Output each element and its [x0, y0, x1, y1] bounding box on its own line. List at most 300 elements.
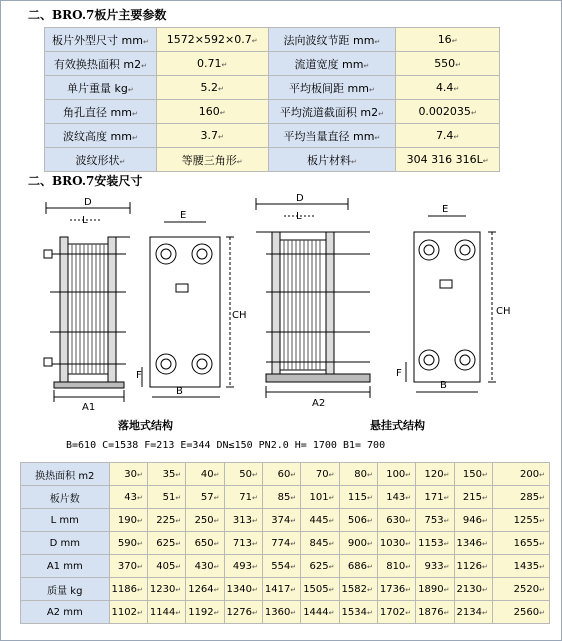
sizes-cell — [186, 555, 224, 578]
installation-drawing — [30, 192, 550, 414]
paragraph-mark-icon: ↵ — [213, 493, 220, 502]
paragraph-mark-icon: ↵ — [251, 539, 258, 548]
sizes-cell-value: 1255 — [513, 514, 540, 526]
paragraph-mark-icon: ↵ — [141, 61, 147, 70]
sizes-cell-value: 506 — [347, 514, 367, 526]
sizes-cell — [224, 578, 262, 601]
spec-value-text: 304 316 316L — [406, 153, 483, 166]
sizes-cell — [109, 578, 147, 601]
sizes-cell — [262, 601, 300, 624]
sizes-cell — [492, 486, 549, 509]
paragraph-mark-icon: ↵ — [378, 109, 384, 118]
sizes-cell-value: 1192 — [188, 606, 214, 618]
sizes-cell — [377, 555, 415, 578]
paragraph-mark-icon: ↵ — [443, 585, 450, 594]
spec-value — [156, 76, 268, 100]
sizes-cell — [416, 532, 454, 555]
label-a2: A2 — [312, 398, 326, 409]
sizes-cell — [262, 578, 300, 601]
sizes-cell-value: 30 — [124, 468, 137, 480]
sizes-cell — [454, 486, 492, 509]
paragraph-mark-icon: ↵ — [405, 539, 412, 548]
sizes-cell — [492, 601, 549, 624]
paragraph-mark-icon: ↵ — [443, 608, 450, 617]
spec-value-text: 550 — [434, 57, 456, 70]
sizes-cell-value: 80 — [354, 468, 367, 480]
paragraph-mark-icon: ↵ — [251, 562, 258, 571]
sizes-row — [21, 509, 550, 532]
sizes-cell — [301, 578, 339, 601]
paragraph-mark-icon: ↵ — [374, 37, 381, 46]
sizes-cell-value: 313 — [232, 514, 252, 526]
sizes-cell — [109, 532, 147, 555]
spec-label-text: 单片重量 kg — [67, 81, 128, 95]
paragraph-mark-icon: ↵ — [539, 608, 545, 617]
sizes-row-label: 质量 — [47, 585, 68, 597]
spec-label — [45, 52, 157, 76]
label-a1: A1 — [82, 402, 96, 413]
spec-label — [268, 100, 396, 124]
spec-label-text: 法向波纹节距 mm — [283, 33, 375, 47]
sizes-cell — [339, 532, 377, 555]
sizes-cell — [339, 601, 377, 624]
paragraph-mark-icon: ↵ — [443, 493, 450, 502]
paragraph-mark-icon: ↵ — [251, 585, 258, 594]
sizes-cell-value: 285 — [520, 491, 540, 503]
paragraph-mark-icon: ↵ — [175, 516, 182, 525]
paragraph-mark-icon: ↵ — [137, 493, 143, 502]
sizes-cell — [416, 463, 454, 486]
hanging-type-front-view — [406, 216, 496, 392]
paragraph-mark-icon: ↵ — [539, 585, 545, 594]
sizes-row-unit: kg — [70, 585, 83, 597]
sizes-cell — [147, 601, 185, 624]
spec-label-text: 平均当量直径 mm — [283, 129, 375, 143]
sizes-cell — [186, 578, 224, 601]
spec-value-text: 5.2 — [200, 81, 218, 94]
label-f-right: F — [396, 368, 402, 379]
spec-value — [156, 28, 268, 52]
sizes-cell — [377, 532, 415, 555]
paragraph-mark-icon: ↵ — [405, 470, 412, 479]
sizes-row-header — [21, 601, 110, 624]
sizes-cell — [224, 601, 262, 624]
paragraph-mark-icon: ↵ — [221, 61, 228, 69]
paragraph-mark-icon: ↵ — [137, 608, 143, 617]
floor-type-side-view — [44, 202, 130, 402]
sizes-cell — [224, 509, 262, 532]
paragraph-mark-icon: ↵ — [539, 562, 545, 571]
paragraph-mark-icon: ↵ — [328, 470, 335, 479]
sizes-cell-value: 1153 — [418, 537, 444, 549]
spec-value — [396, 100, 500, 124]
sizes-cell — [454, 578, 492, 601]
specs-row — [45, 52, 500, 76]
paragraph-mark-icon: ↵ — [443, 562, 450, 571]
sizes-cell-value: 845 — [309, 537, 329, 549]
spec-value-text: 3.7 — [200, 129, 218, 142]
paragraph-mark-icon: ↵ — [119, 157, 126, 166]
sizes-cell-value: 171 — [424, 491, 444, 503]
paragraph-mark-icon: ↵ — [290, 470, 297, 479]
sizes-cell — [224, 532, 262, 555]
sizes-cell — [339, 463, 377, 486]
spec-label — [268, 28, 396, 52]
paragraph-mark-icon: ↵ — [481, 539, 488, 548]
spec-value — [156, 124, 268, 148]
sizes-cell — [454, 509, 492, 532]
sizes-cell-value: 946 — [462, 514, 482, 526]
paragraph-mark-icon: ↵ — [328, 562, 335, 571]
sizes-row — [21, 463, 550, 486]
spec-value-text: 7.4 — [435, 129, 454, 142]
paragraph-mark-icon: ↵ — [131, 133, 138, 142]
specs-row — [45, 76, 500, 100]
paragraph-mark-icon: ↵ — [366, 470, 373, 479]
sizes-cell-value: 1655 — [513, 537, 540, 549]
paragraph-mark-icon: ↵ — [328, 585, 335, 594]
paragraph-mark-icon: ↵ — [213, 562, 220, 571]
sizes-cell — [147, 555, 185, 578]
sizes-cell — [109, 486, 147, 509]
sizes-cell-value: 1360 — [264, 606, 291, 618]
sizes-cell-value: 370 — [117, 560, 137, 572]
sizes-table — [20, 462, 550, 624]
paragraph-mark-icon: ↵ — [219, 109, 226, 117]
spec-value-text: 0.71 — [197, 57, 222, 70]
sizes-cell-value: 1534 — [341, 606, 367, 618]
sizes-cell — [454, 601, 492, 624]
paragraph-mark-icon: ↵ — [443, 516, 450, 525]
sizes-cell — [454, 463, 492, 486]
sizes-cell-value: 625 — [309, 560, 329, 572]
spec-value — [156, 148, 268, 172]
label-l-right: L — [296, 211, 302, 222]
sizes-cell — [492, 578, 549, 601]
paragraph-mark-icon: ↵ — [175, 562, 182, 571]
spec-value-text: 0.002035 — [418, 105, 471, 118]
paragraph-mark-icon: ↵ — [363, 61, 370, 70]
sizes-row-header — [21, 555, 110, 578]
sizes-cell — [262, 532, 300, 555]
sizes-cell — [147, 509, 185, 532]
paragraph-mark-icon: ↵ — [175, 585, 182, 594]
sizes-cell-value: 71 — [239, 491, 252, 503]
paragraph-mark-icon: ↵ — [366, 608, 373, 617]
sizes-cell-value: 225 — [156, 514, 176, 526]
specs-row — [45, 100, 500, 124]
sizes-cell — [109, 601, 147, 624]
specs-table — [44, 27, 500, 172]
sizes-cell-value: 2520 — [513, 583, 540, 595]
sizes-cell — [301, 486, 339, 509]
sizes-cell — [301, 532, 339, 555]
sizes-cell — [416, 486, 454, 509]
sizes-row-label: A2 — [46, 606, 61, 618]
sizes-cell-value: 900 — [347, 537, 367, 549]
sizes-cell-value: 100 — [386, 468, 406, 480]
sizes-cell — [377, 601, 415, 624]
sizes-cell-value: 625 — [156, 537, 176, 549]
sizes-cell — [377, 578, 415, 601]
paragraph-mark-icon: ↵ — [328, 608, 335, 617]
paragraph-mark-icon: ↵ — [175, 493, 182, 502]
paragraph-mark-icon: ↵ — [137, 516, 143, 525]
spec-value-text: 16 — [437, 33, 452, 46]
sizes-cell-value: 70 — [315, 468, 329, 480]
paragraph-mark-icon: ↵ — [251, 37, 258, 45]
caption-floor-type: 落地式结构 — [118, 419, 173, 432]
sizes-cell — [377, 463, 415, 486]
paragraph-mark-icon: ↵ — [328, 516, 335, 525]
sizes-row-header — [21, 578, 110, 601]
paragraph-mark-icon: ↵ — [366, 585, 373, 594]
paragraph-mark-icon: ↵ — [470, 109, 477, 117]
sizes-cell-value: 933 — [424, 560, 444, 572]
paragraph-mark-icon: ↵ — [213, 608, 220, 617]
section2-title: 二、BRO.7安装尺寸 — [28, 174, 143, 188]
spec-value — [396, 76, 500, 100]
spec-label-text: 平均流道截面积 m2 — [279, 105, 379, 119]
paragraph-mark-icon: ↵ — [218, 133, 224, 141]
paragraph-mark-icon: ↵ — [482, 157, 489, 165]
sizes-cell-value: 1126 — [456, 560, 482, 572]
sizes-row-header — [21, 509, 110, 532]
sizes-cell-value: 753 — [424, 514, 444, 526]
paragraph-mark-icon: ↵ — [374, 133, 381, 142]
paragraph-mark-icon: ↵ — [366, 493, 373, 502]
caption-hanging-type: 悬挂式结构 — [370, 419, 425, 432]
sizes-cell — [262, 463, 300, 486]
sizes-cell-value: 810 — [386, 560, 406, 572]
spec-value — [396, 148, 500, 172]
paragraph-mark-icon: ↵ — [368, 85, 375, 94]
sizes-row-header — [21, 532, 110, 555]
spec-value — [396, 124, 500, 148]
spec-value-text: 1572×592×0.7 — [166, 33, 252, 46]
paragraph-mark-icon: ↵ — [328, 539, 335, 548]
sizes-cell-value: 686 — [347, 560, 367, 572]
sizes-cell-value: 150 — [462, 468, 482, 480]
spec-label-text: 有效换热面积 m2 — [53, 57, 142, 71]
sizes-cell — [224, 555, 262, 578]
paragraph-mark-icon: ↵ — [213, 470, 220, 479]
paragraph-mark-icon: ↵ — [405, 562, 412, 571]
sizes-cell — [339, 509, 377, 532]
sizes-cell — [301, 555, 339, 578]
label-ch-right: CH — [496, 306, 511, 317]
sizes-cell-value: 51 — [162, 491, 176, 503]
sizes-cell-value: 1505 — [303, 583, 329, 595]
sizes-cell — [492, 463, 549, 486]
spec-value-text: 等腰三角形 — [181, 153, 237, 167]
sizes-row-unit: mm — [59, 514, 79, 526]
sizes-row-unit: mm — [63, 606, 83, 618]
sizes-cell-value: 430 — [194, 560, 214, 572]
sizes-cell — [262, 486, 300, 509]
paragraph-mark-icon: ↵ — [290, 539, 297, 548]
sizes-cell-value: 1702 — [379, 606, 406, 618]
sizes-cell — [186, 532, 224, 555]
sizes-cell — [262, 509, 300, 532]
paragraph-mark-icon: ↵ — [451, 37, 458, 45]
spec-label — [268, 148, 396, 172]
sizes-cell-value: 1890 — [418, 583, 444, 595]
spec-label-text: 波纹高度 mm — [63, 129, 132, 143]
sizes-cell-value: 200 — [520, 468, 540, 480]
sizes-cell-value: 115 — [347, 491, 367, 503]
sizes-cell — [147, 463, 185, 486]
spec-label — [45, 148, 157, 172]
sizes-cell — [147, 578, 185, 601]
paragraph-mark-icon: ↵ — [443, 470, 450, 479]
sizes-row-label: L — [50, 514, 57, 526]
sizes-cell-value: 190 — [117, 514, 137, 526]
paragraph-mark-icon: ↵ — [290, 585, 297, 594]
paragraph-mark-icon: ↵ — [127, 85, 134, 94]
paragraph-mark-icon: ↵ — [481, 585, 488, 594]
spec-label — [268, 124, 396, 148]
sizes-cell — [109, 555, 147, 578]
spec-label — [45, 76, 157, 100]
paragraph-mark-icon: ↵ — [539, 470, 545, 479]
sizes-cell-value: 1417 — [264, 583, 291, 595]
paragraph-mark-icon: ↵ — [290, 516, 297, 525]
sizes-cell — [492, 555, 549, 578]
sizes-cell — [339, 486, 377, 509]
sizes-cell-value: 40 — [200, 468, 214, 480]
sizes-cell — [377, 486, 415, 509]
paragraph-mark-icon: ↵ — [328, 493, 335, 502]
sizes-cell — [186, 601, 224, 624]
sizes-cell-value: 250 — [194, 514, 214, 526]
sizes-cell — [262, 555, 300, 578]
sizes-cell-value: 43 — [124, 491, 137, 503]
label-e-right: E — [442, 204, 449, 215]
sizes-cell-value: 101 — [309, 491, 329, 503]
paragraph-mark-icon: ↵ — [137, 585, 143, 594]
sizes-cell-value: 774 — [271, 537, 291, 549]
spec-value — [156, 52, 268, 76]
floor-type-front-view — [142, 222, 234, 397]
sizes-cell — [454, 532, 492, 555]
paragraph-mark-icon: ↵ — [251, 493, 258, 502]
sizes-cell — [147, 532, 185, 555]
sizes-row-header — [21, 486, 110, 509]
paragraph-mark-icon: ↵ — [251, 470, 258, 479]
paragraph-mark-icon: ↵ — [443, 539, 450, 548]
sizes-cell-value: 120 — [424, 468, 444, 480]
paragraph-mark-icon: ↵ — [481, 562, 488, 571]
sizes-cell — [416, 601, 454, 624]
spec-label — [45, 100, 157, 124]
sizes-cell-value: 374 — [271, 514, 291, 526]
label-e: E — [180, 210, 187, 221]
sizes-cell — [492, 532, 549, 555]
spec-value — [396, 52, 500, 76]
sizes-cell-value: 1340 — [226, 583, 252, 595]
sizes-cell-value: 650 — [194, 537, 214, 549]
sizes-row — [21, 601, 550, 624]
sizes-row-label: D — [49, 537, 58, 549]
sizes-cell — [186, 486, 224, 509]
sizes-cell — [109, 463, 147, 486]
sizes-cell — [492, 509, 549, 532]
sizes-row — [21, 555, 550, 578]
sizes-cell — [339, 555, 377, 578]
specs-row — [45, 148, 500, 172]
sizes-cell-value: 1030 — [379, 537, 406, 549]
sizes-cell-value: 50 — [239, 468, 252, 480]
paragraph-mark-icon: ↵ — [137, 562, 143, 571]
sizes-cell-value: 2130 — [456, 583, 482, 595]
paragraph-mark-icon: ↵ — [213, 585, 220, 594]
sizes-cell — [416, 555, 454, 578]
label-l: L — [82, 215, 88, 226]
paragraph-mark-icon: ↵ — [131, 109, 138, 118]
sizes-cell-value: 590 — [117, 537, 137, 549]
sizes-cell-value: 2560 — [513, 606, 540, 618]
spec-label-text: 板片外型尺寸 mm — [52, 33, 143, 47]
sizes-cell-value: 1444 — [303, 606, 329, 618]
spec-label-text: 板片材料 — [306, 153, 351, 167]
sizes-cell-value: 1435 — [513, 560, 540, 572]
spec-value — [156, 100, 268, 124]
sizes-cell-value: 493 — [232, 560, 252, 572]
sizes-cell-value: 1264 — [188, 583, 214, 595]
sizes-cell-value: 1144 — [149, 606, 176, 618]
spec-label-text: 流道宽度 mm — [294, 57, 364, 71]
paragraph-mark-icon: ↵ — [539, 493, 545, 502]
sizes-cell-value: 713 — [232, 537, 252, 549]
paragraph-mark-icon: ↵ — [251, 516, 258, 525]
sizes-cell — [186, 509, 224, 532]
paragraph-mark-icon: ↵ — [142, 37, 149, 46]
paragraph-mark-icon: ↵ — [405, 585, 412, 594]
sizes-cell-value: 1876 — [418, 606, 444, 618]
sizes-cell-value: 630 — [386, 514, 406, 526]
paragraph-mark-icon: ↵ — [405, 608, 412, 617]
sizes-row-label: A1 — [46, 560, 61, 572]
sizes-row-label: 板片数 — [49, 493, 80, 505]
sizes-row-unit: m2 — [78, 470, 95, 482]
paragraph-mark-icon: ↵ — [290, 493, 297, 502]
sizes-cell — [416, 578, 454, 601]
sizes-row-header — [21, 463, 110, 486]
sizes-cell-value: 1276 — [226, 606, 252, 618]
paragraph-mark-icon: ↵ — [366, 516, 373, 525]
paragraph-mark-icon: ↵ — [137, 470, 143, 479]
paragraph-mark-icon: ↵ — [366, 539, 373, 548]
paragraph-mark-icon: ↵ — [175, 470, 182, 479]
sizes-cell — [147, 486, 185, 509]
paragraph-mark-icon: ↵ — [175, 608, 182, 617]
sizes-cell — [224, 463, 262, 486]
sizes-cell — [224, 486, 262, 509]
paragraph-mark-icon: ↵ — [251, 608, 258, 617]
sizes-row-unit: mm — [60, 537, 80, 549]
paragraph-mark-icon: ↵ — [405, 516, 412, 525]
sizes-cell — [416, 509, 454, 532]
label-f: F — [136, 370, 142, 381]
sizes-cell — [301, 601, 339, 624]
spec-value — [396, 28, 500, 52]
sizes-cell-value: 554 — [271, 560, 291, 572]
spec-label — [45, 28, 157, 52]
sizes-cell-value: 2134 — [456, 606, 482, 618]
sizes-row-unit: mm — [63, 560, 83, 572]
paragraph-mark-icon: ↵ — [137, 539, 143, 548]
